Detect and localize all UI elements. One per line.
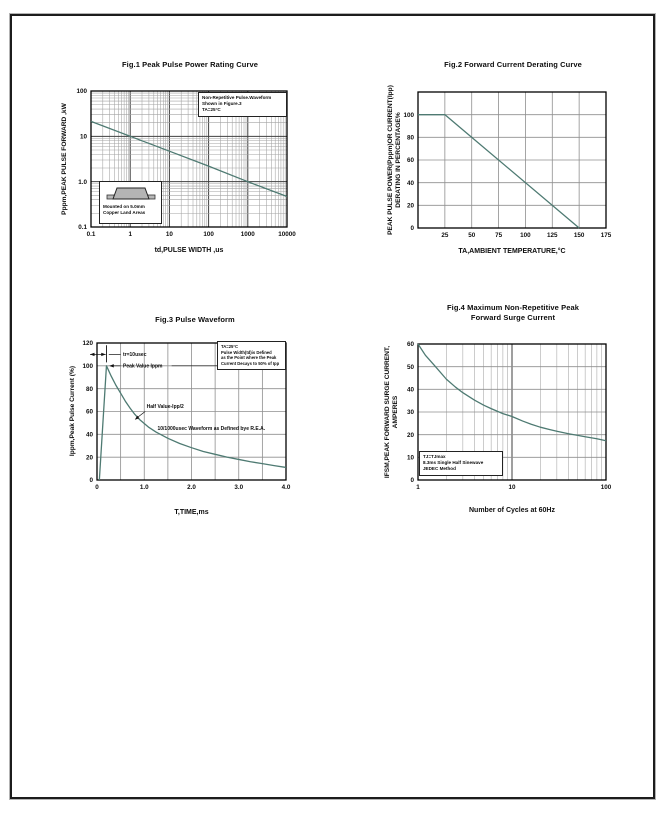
title-line: Fig.4 Maximum Non-Repetitive Peak <box>446 303 580 312</box>
svg-text:125: 125 <box>547 232 558 239</box>
annotation-line: Current Decays to 50% of Ipp <box>221 361 280 367</box>
svg-text:100: 100 <box>600 484 612 491</box>
svg-text:40: 40 <box>85 431 93 439</box>
svg-text:100: 100 <box>520 232 531 239</box>
fig3-title: Fig.3 Pulse Waveform <box>155 315 235 324</box>
svg-text:tr=10usec: tr=10usec <box>122 352 147 359</box>
y-axis-label-line: AMPERES <box>391 395 399 429</box>
svg-text:20: 20 <box>406 431 414 439</box>
y-axis-label-line: DERATING IN PERCENTAGE% <box>394 112 402 208</box>
fig1-x-axis-label: td,PULSE WIDTH ,us <box>154 247 224 254</box>
svg-text:100: 100 <box>76 88 87 96</box>
svg-text:60: 60 <box>406 157 414 165</box>
svg-text:0: 0 <box>95 484 99 491</box>
fig4-x-axis-label: Number of Cycles at 60Hz <box>469 507 555 514</box>
svg-text:60: 60 <box>85 408 93 416</box>
smd-package-icon <box>105 185 157 201</box>
y-axis-label-line: PEAK PULSE POWER(Pppm)OR CURRENT(Ipp) <box>387 85 394 235</box>
annotation-line: as the Point where the Peak <box>221 355 277 361</box>
annotation-line: TA=25°C <box>202 107 221 113</box>
svg-text:40: 40 <box>406 179 414 187</box>
svg-text:0: 0 <box>410 225 414 233</box>
svg-text:100: 100 <box>403 111 414 119</box>
svg-text:3.0: 3.0 <box>234 484 244 491</box>
svg-text:175: 175 <box>600 232 612 239</box>
svg-text:50: 50 <box>468 232 476 239</box>
svg-text:1000: 1000 <box>240 231 255 238</box>
fig3-annotation-box <box>217 341 286 370</box>
fig2-x-axis-label: TA,AMBIENT TEMPERATURE,°C <box>458 248 566 255</box>
svg-text:1: 1 <box>128 231 132 238</box>
fig1-y-axis-label: Pppm,PEAK PULSE FORWARD ,kW <box>61 103 68 215</box>
svg-text:Peak Value Ippm: Peak Value Ippm <box>122 363 163 370</box>
svg-text:80: 80 <box>406 134 414 142</box>
svg-text:0.1: 0.1 <box>78 224 87 232</box>
svg-text:10: 10 <box>79 133 87 141</box>
svg-text:120: 120 <box>82 340 93 348</box>
svg-text:10000: 10000 <box>278 231 296 238</box>
svg-text:Half Value-Ipp/2: Half Value-Ipp/2 <box>146 404 184 411</box>
fig3-y-axis-label: Ippm,Peak Pulse Current (%) <box>69 365 76 457</box>
title-line: Forward Surge Current <box>470 313 556 323</box>
svg-text:80: 80 <box>85 385 93 393</box>
svg-text:20: 20 <box>406 202 414 210</box>
svg-text:1.0: 1.0 <box>78 178 87 186</box>
svg-text:0: 0 <box>410 477 414 485</box>
svg-text:100: 100 <box>82 363 93 371</box>
fig1-annotation-box <box>198 92 287 117</box>
svg-text:100: 100 <box>203 231 214 238</box>
svg-text:75: 75 <box>495 232 503 239</box>
svg-text:60: 60 <box>406 341 414 349</box>
fig1-title: Fig.1 Peak Pulse Power Rating Curve <box>121 60 259 69</box>
svg-text:1: 1 <box>416 484 420 491</box>
svg-text:10: 10 <box>508 484 516 491</box>
fig2-title: Fig.2 Forward Current Derating Curve <box>444 60 582 69</box>
annotation-line: Pulse Width(td)is Defined <box>221 349 272 355</box>
svg-text:10/1000usec Waveform as Defin: 10/1000usec Waveform as Defined bye R.E.A. <box>157 425 266 432</box>
svg-text:2.0: 2.0 <box>187 484 196 491</box>
annotation-line: Non-Repetitive Pulse.Waveform <box>202 95 272 100</box>
fig4-annotation-box <box>419 451 503 476</box>
svg-text:30: 30 <box>406 409 414 417</box>
fig2-y-axis-label <box>387 75 403 245</box>
svg-text:10: 10 <box>406 454 414 462</box>
svg-text:0: 0 <box>89 477 93 485</box>
svg-text:50: 50 <box>406 363 414 371</box>
svg-text:40: 40 <box>406 386 414 394</box>
inset-line: Copper Land Areas <box>103 209 146 215</box>
fig4-title <box>408 303 618 323</box>
inset-line: Mounted on 5.0mm <box>103 204 145 209</box>
svg-text:1.0: 1.0 <box>139 484 149 491</box>
annotation-line: TJ=TJmax <box>423 454 446 459</box>
fig3-x-axis-label: T,TIME,ms <box>174 509 209 516</box>
svg-text:10: 10 <box>165 231 173 238</box>
svg-text:0.1: 0.1 <box>86 231 96 238</box>
annotation-line: Shown in Figure.3 <box>202 101 242 107</box>
svg-text:150: 150 <box>573 232 585 239</box>
svg-text:20: 20 <box>85 454 93 462</box>
y-axis-label-line: IFSM,PEAK FORWARD SURGE CURRENT, <box>384 345 391 479</box>
annotation-line: 8.3ms Single Half Sinewave <box>423 460 484 466</box>
fig4-y-axis-label <box>384 327 400 497</box>
svg-text:4.0: 4.0 <box>281 484 291 491</box>
fig2-chart <box>403 92 612 239</box>
fig1-inset-box <box>99 181 162 224</box>
annotation-line: JEDEC Method <box>423 466 456 472</box>
svg-text:25: 25 <box>441 232 449 239</box>
annotation-line: TA=25°C <box>221 344 239 349</box>
